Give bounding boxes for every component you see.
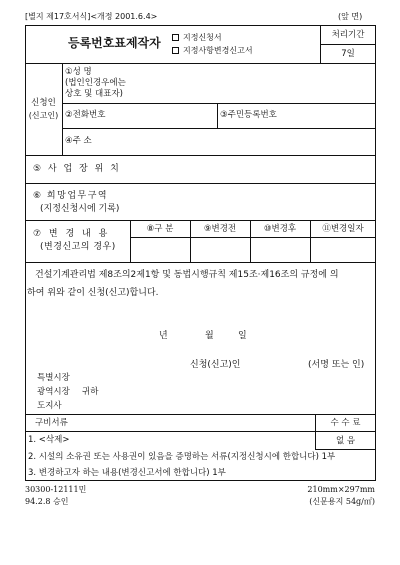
change-category-header: ⑧구 분 <box>146 224 174 234</box>
documents-label: 구비서류 <box>35 418 68 428</box>
designation-application-checkbox[interactable] <box>172 34 179 41</box>
rule-line <box>320 44 376 45</box>
addressee-title: 도지사 <box>37 401 62 411</box>
date-day-label: 일 <box>238 331 247 341</box>
fee-label: 수 수 료 <box>330 418 361 428</box>
statement-line1: 건설기계관리법 제8조의2제1항 및 동법시행규칙 제15조·제16조의 규정에 의 <box>35 270 339 280</box>
date-month-label: 월 <box>205 331 214 341</box>
resident-number-field[interactable] <box>292 104 375 127</box>
rule-line <box>315 449 376 450</box>
name-field[interactable] <box>135 64 375 102</box>
date-year-label: 년 <box>159 331 168 341</box>
changes-note: (변경신고의 경우) <box>40 242 116 252</box>
phone-label: ②전화번호 <box>65 110 106 120</box>
change-date-header: ⑪변경일자 <box>322 224 364 234</box>
change-category-cell[interactable] <box>131 238 189 261</box>
paper-type: (신문용지 54g/㎡) <box>309 497 375 506</box>
addressee-title: 특별시장 <box>37 373 70 383</box>
document-item: 3. 변경하고자 하는 내용(변경신고서에 한합니다) 1부 <box>28 468 226 478</box>
name-label: ①성 명 <box>65 67 92 77</box>
form-title: 등록번호표제작자 <box>68 36 161 50</box>
rule-line <box>62 63 63 155</box>
rule-line <box>25 414 376 415</box>
applicant-group-label: 신청인 <box>31 98 56 108</box>
signature-label: 신청(신고)인 <box>190 360 241 370</box>
page-side-label: (앞 면) <box>338 12 363 21</box>
change-before-cell[interactable] <box>191 238 249 261</box>
phone-field[interactable] <box>118 104 216 127</box>
rule-line <box>217 103 218 128</box>
addressee-title: 광역시장 <box>37 387 70 397</box>
changes-label: ⑦ 변 경 내 용 <box>33 229 110 239</box>
rule-line <box>25 262 376 263</box>
change-after-header: ⑩변경후 <box>263 224 297 234</box>
resident-number-label: ③주민등록번호 <box>220 110 277 120</box>
addressee-honorific: 귀하 <box>82 387 99 397</box>
address-field[interactable] <box>118 129 375 154</box>
designation-application-label: 지정신청서 <box>183 32 222 42</box>
change-date-cell[interactable] <box>311 238 375 261</box>
form-code: 30300-12111민 <box>25 485 87 494</box>
processing-period-label: 처리기간 <box>331 30 365 40</box>
statement-line2: 하여 위와 같이 신청(신고)합니다. <box>27 288 159 298</box>
desired-area-note: (지정신청시에 기록) <box>40 204 120 214</box>
name-note-line2: 상호 및 대표자) <box>65 89 123 99</box>
change-report-checkbox[interactable] <box>172 47 179 54</box>
change-before-header: ⑨변경전 <box>203 224 237 234</box>
change-after-cell[interactable] <box>251 238 309 261</box>
rule-line <box>25 431 376 432</box>
desired-area-field[interactable] <box>132 184 375 219</box>
business-location-label: ⑤ 사 업 장 위 치 <box>33 164 121 174</box>
paper-size: 210mm×297mm <box>307 485 375 494</box>
name-note-line1: (법인인경우에는 <box>65 78 126 88</box>
fee-value: 없 음 <box>335 436 356 446</box>
document-item: 1. <삭제> <box>28 435 70 445</box>
signature-note: (서명 또는 인) <box>308 360 365 370</box>
form-number: [별지 제17호서식]<개정 2001.6.4> <box>25 12 158 21</box>
desired-area-label: ⑥ 희망업무구역 <box>33 191 109 201</box>
approval-date: 94.2.8 승인 <box>25 497 69 506</box>
address-label: ④주 소 <box>65 136 92 146</box>
document-item: 2. 시설의 소유권 또는 사용권이 있음을 증명하는 서류(지정신청시에 한합니다) 1부 <box>28 452 336 462</box>
change-report-label: 지정사항변경신고서 <box>183 45 253 55</box>
processing-period-value: 7일 <box>341 49 355 59</box>
reporter-group-label: (신고인) <box>28 111 59 120</box>
rule-line <box>25 220 376 221</box>
business-location-field[interactable] <box>132 156 375 182</box>
